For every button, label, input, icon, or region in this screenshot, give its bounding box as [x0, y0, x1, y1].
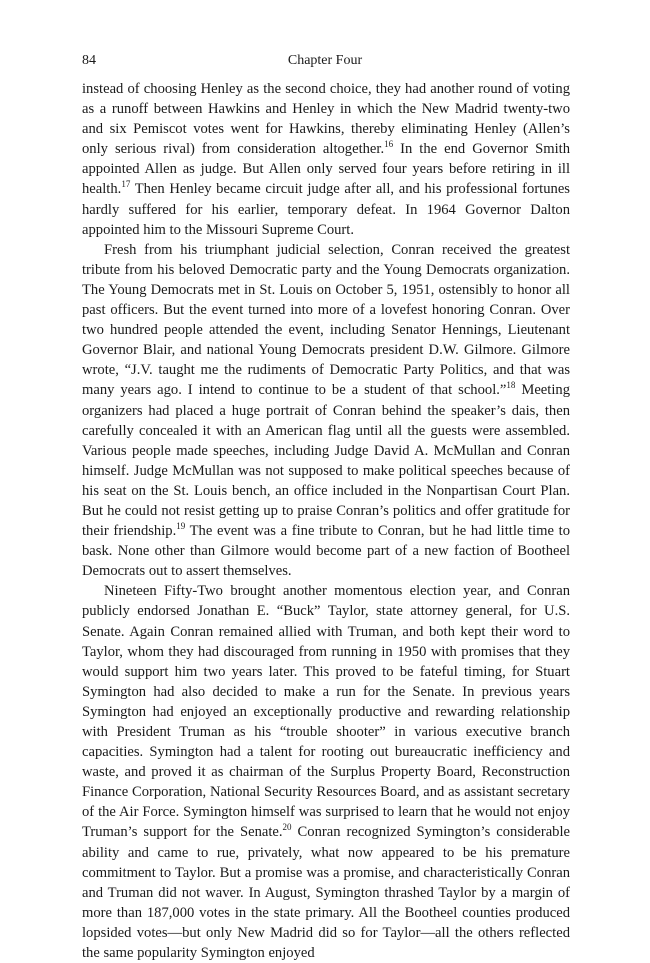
- running-head: Chapter Four: [287, 53, 363, 68]
- text-run: The event was a fine tribute to Conran, but he had little time to bask. None other than Gilmore would become part of a new faction of Bootheel Democrats out to assert themselves.: [82, 523, 570, 580]
- text-run: In the end Governor Smith appointed Allen as judge. But Allen only served four years before retiring in ill health.: [82, 141, 570, 198]
- footnote-marker: 16: [384, 139, 394, 150]
- footnote-marker: 20: [282, 822, 292, 833]
- text-run: Then Henley became circuit judge after all, and his professional fortunes hardly suffered for his earlier, temporary defeat. In 1964 Governor Dalton appointed him to the Missouri Supreme Court.: [82, 181, 570, 238]
- footnote-marker: 17: [121, 179, 131, 190]
- text-run: Nineteen Fifty-Two brought another momentous election year, and Conran publicly endorsed Jonathan E. “Buck” Taylor, state attorney general, for U.S. Senate. Again Conran remained allied with Truman, and both kept their word to Taylor, whom they had discouraged from running in 1950 with promises that they would support him two years later. This proved to be fateful timing, for Stuart Symington had also decided to make a run for the Senate. In previous years Symington had enjoyed an exceptionally productive and rewarding relationship with President Truman as his “trouble shooter” in various executive branch capacities. Symington had a talent for rooting out bureaucratic inefficiency and waste, and proved it as chairman of the Surplus Property Board, Reconstruction Finance Corporation, National Security Resources Board, and as assistant secretary of the Air Force. Symington himself was surprised to learn that he would not enjoy Truman’s support for the Senate.: [82, 583, 570, 841]
- footnote-marker: 19: [176, 521, 186, 532]
- paragraph: [82, 581, 570, 963]
- page-number: 84: [82, 53, 96, 68]
- footnote-marker: 18: [506, 380, 516, 391]
- text-run: Meeting organizers had placed a huge portrait of Conran behind the speaker’s dais, then carefully concealed it with an American flag until all the guests were assembled. Various people made speeches, including Judge David A. McMullan and Conran himself. Judge McMullan was not supposed to make political speeches because of his seat on the St. Louis bench, an office included in the Nonpartisan Court Plan. But he could not resist getting up to praise Conran’s politics and offer gratitude for their friendship.: [82, 382, 570, 540]
- text-run: instead of choosing Henley as the second choice, they had another round of voting as a runoff between Hawkins and Henley in which the New Madrid twenty-two and six Pemiscot votes went for Hawkins, thereby eliminating Henley (Allen’s only serious rival) from consideration altogether.: [82, 81, 570, 158]
- paragraph: [82, 79, 570, 240]
- paragraph: [82, 240, 570, 582]
- text-run: Conran recognized Symington’s considerable ability and came to rue, privately, what now appeared to be his premature commitment to Taylor. But a promise was a promise, and characteristically Conran and Truman did not waver. In August, Symington thrashed Taylor by a margin of more than 187,000 votes in the state primary. All the Bootheel counties produced lopsided votes—but only New Madrid did so for Taylor—all the others reflected the same popularity Symington enjoyed: [82, 824, 571, 962]
- text-run: Fresh from his triumphant judicial selection, Conran received the greatest tribute from his beloved Democratic party and the Young Democrats organization. The Young Democrats met in St. Louis on October 5, 1951, ostensibly to honor all past officers. But the event turned into more of a lovefest honoring Conran. Over two hundred people attended the event, including Senator Hennings, Lieutenant Governor Blair, and national Young Democrats president D.W. Gilmore. Gilmore wrote, “J.V. taught me the rudiments of Democratic Party Politics, and that was many years ago. I intend to continue to be a student of that school.”: [82, 241, 570, 399]
- body-text: [82, 79, 570, 963]
